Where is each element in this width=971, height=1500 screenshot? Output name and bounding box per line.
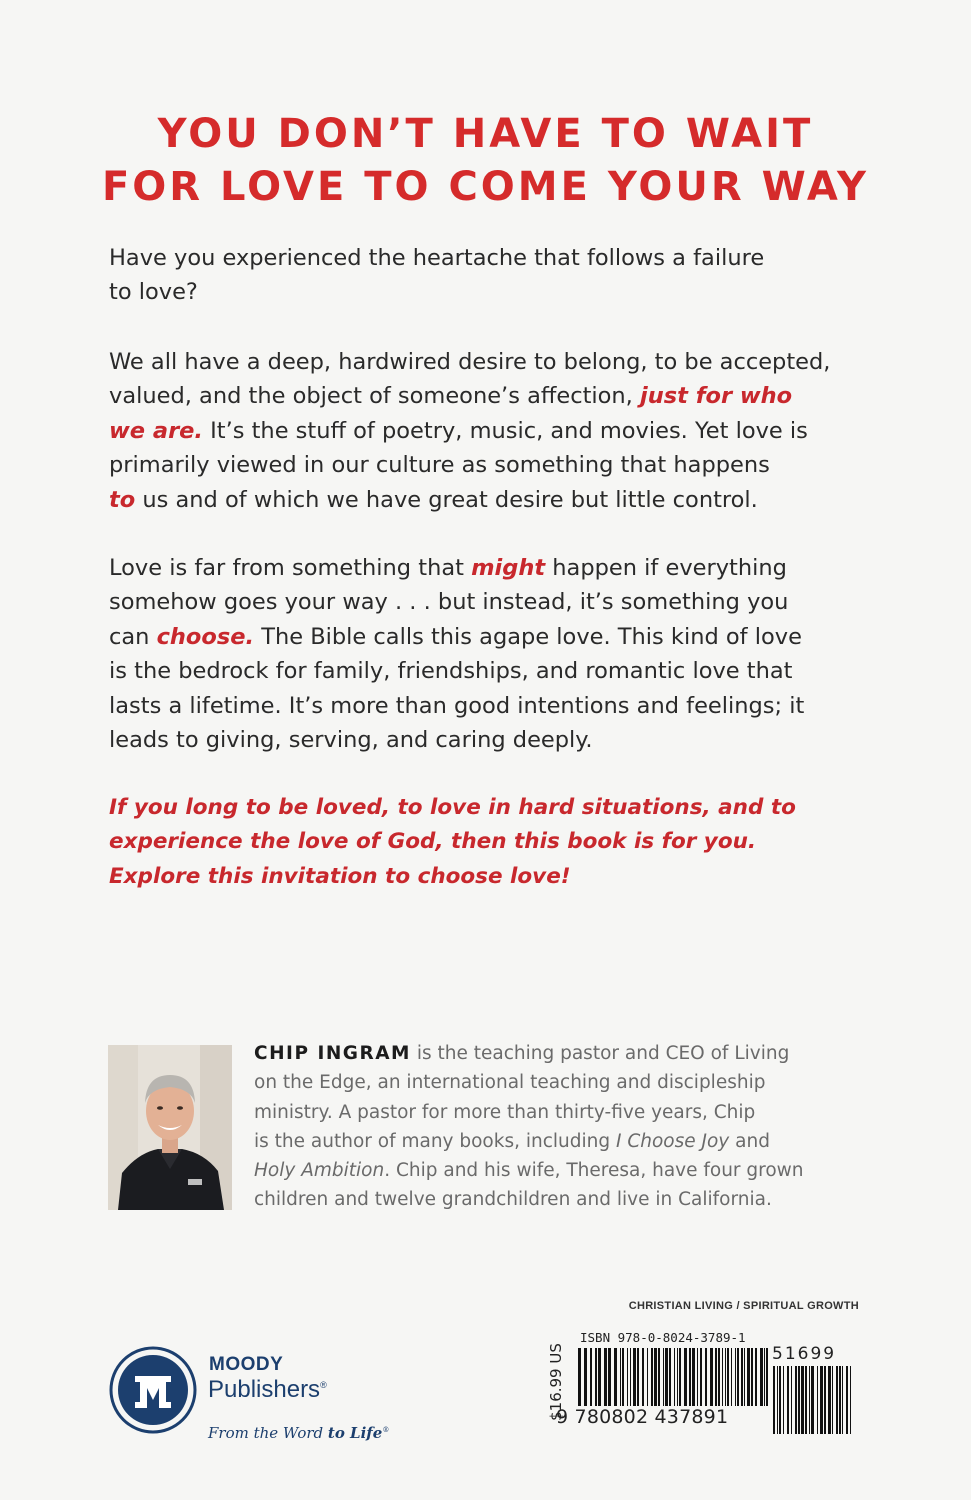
- barcode-bar: [674, 1348, 675, 1406]
- barcode-bar: [677, 1348, 678, 1406]
- barcode-bar: [697, 1348, 698, 1406]
- paragraph-line: lasts a lifetime. It’s more than good intentions and feelings; it: [109, 692, 805, 719]
- paragraph-line: primarily viewed in our culture as something that happens: [109, 452, 770, 479]
- barcode-bar: [722, 1348, 723, 1406]
- barcode-bar: [608, 1348, 611, 1406]
- publisher-tagline: [208, 1424, 389, 1442]
- paragraph-line: Have you experienced the heartache that follows a failure: [109, 245, 765, 271]
- barcode-bar: [787, 1366, 789, 1434]
- paragraph-line: somehow goes your way . . . but instead, it’s something you: [109, 589, 789, 616]
- barcode-bar: [715, 1348, 717, 1406]
- text-span: us and of which we have great desire but little control.: [135, 486, 758, 513]
- barcode-bar: [809, 1366, 810, 1434]
- barcode-bar: [828, 1366, 831, 1434]
- emphasis-text: might: [471, 555, 546, 581]
- barcode-bar: [727, 1348, 729, 1406]
- barcode-bar: [811, 1366, 814, 1434]
- emphasis-text: to: [109, 486, 136, 513]
- paragraph-line: [109, 414, 869, 448]
- barcode-bar: [651, 1348, 653, 1406]
- text-span: It’s the stuff of poetry, music, and movies. Yet love is: [202, 417, 808, 444]
- text-span: From the Word: [208, 1424, 328, 1442]
- paragraph-line: [109, 379, 869, 413]
- headline: [0, 108, 971, 214]
- barcode-bar: [747, 1348, 750, 1406]
- barcode-bar: [805, 1366, 807, 1434]
- text-span: is the author of many books, including: [254, 1130, 616, 1152]
- text-span: The Bible calls this agape love. This kind of love: [254, 623, 802, 650]
- barcode-bar: [578, 1348, 581, 1406]
- author-photo: [108, 1045, 232, 1210]
- author-name: CHIP INGRAM: [254, 1043, 411, 1064]
- barcode-bar: [735, 1348, 736, 1406]
- text-span: and: [729, 1130, 770, 1152]
- emphasis-text: just for who: [639, 383, 793, 410]
- headline-line-2: FOR LOVE TO COME YOUR WAY: [101, 164, 870, 210]
- paragraph-line: [109, 551, 869, 585]
- paragraph-line: [109, 483, 869, 517]
- emphasis-text: we are.: [109, 417, 203, 444]
- paragraph-line: We all have a deep, hardwired desire to belong, to be accepted,: [109, 349, 831, 375]
- barcode-bar: [755, 1348, 757, 1406]
- barcode-bar: [654, 1348, 657, 1406]
- barcode-block: [540, 1330, 860, 1440]
- barcode-bar: [737, 1348, 739, 1406]
- text-span: to Life: [327, 1424, 383, 1442]
- barcode-bar: [614, 1348, 617, 1406]
- text-span: Love is far from something that: [109, 555, 472, 581]
- price-addon-barcode: [772, 1366, 856, 1436]
- registered-mark: ®: [382, 1426, 390, 1434]
- barcode-bar: [689, 1348, 691, 1406]
- barcode-bar: [604, 1348, 607, 1406]
- barcode-bar: [820, 1366, 823, 1434]
- barcode-bar: [633, 1348, 636, 1406]
- moody-emblem-icon: [109, 1346, 199, 1436]
- barcode-bar: [791, 1366, 792, 1434]
- bio-line: ministry. A pastor for more than thirty-five years, Chip: [254, 1101, 756, 1123]
- paragraph-2: [109, 345, 869, 517]
- barcode-bar: [842, 1366, 843, 1434]
- barcode-bar: [817, 1366, 818, 1434]
- barcode-bar: [705, 1348, 707, 1406]
- barcode-bar: [658, 1348, 660, 1406]
- barcode-bar: [620, 1348, 621, 1406]
- paragraph-line: [109, 620, 869, 654]
- barcode-bar: [647, 1348, 648, 1406]
- barcode-bar: [850, 1366, 851, 1434]
- text-span: Publishers: [208, 1376, 321, 1403]
- barcode-bar: [700, 1348, 702, 1406]
- barcode-bar: [710, 1348, 713, 1406]
- book-category: CHRISTIAN LIVING / SPIRITUAL GROWTH: [628, 1300, 859, 1312]
- barcode-bar: [760, 1348, 763, 1406]
- bio-line: [254, 1127, 874, 1156]
- text-span: happen if everything: [545, 555, 787, 581]
- book-title: Holy Ambition: [254, 1160, 385, 1182]
- registered-mark: ®: [320, 1380, 327, 1390]
- barcode-bar: [744, 1348, 745, 1406]
- barcode-bar: [779, 1366, 781, 1434]
- barcode-bar: [590, 1348, 592, 1406]
- text-span: is the teaching pastor and CEO of Living: [410, 1043, 790, 1064]
- barcode-bar: [595, 1348, 597, 1406]
- barcode-bar: [836, 1366, 838, 1434]
- barcode-bar: [846, 1366, 848, 1434]
- publisher-name-line-1: MOODY: [209, 1354, 284, 1375]
- barcode-bar: [679, 1348, 681, 1406]
- barcode-bar: [637, 1348, 639, 1406]
- bio-line: on the Edge, an international teaching and discipleship: [254, 1072, 766, 1094]
- barcode-bar: [801, 1366, 804, 1434]
- callout-line: If you long to be loved, to love in hard situations, and to: [109, 795, 796, 820]
- paragraph-line: is the bedrock for family, friendships, and romantic love that: [109, 658, 793, 685]
- addon-digits: 51699: [772, 1344, 837, 1364]
- callout-line: Explore this invitation to choose love!: [109, 863, 571, 889]
- author-bio: [254, 1039, 874, 1215]
- barcode-bar: [598, 1348, 601, 1406]
- author-portrait-illustration: [108, 1045, 232, 1210]
- paragraph-1: [109, 241, 869, 310]
- bio-line: [254, 1039, 874, 1068]
- barcode-bar: [832, 1366, 833, 1434]
- barcode-bar: [622, 1348, 624, 1406]
- closing-callout: [109, 791, 869, 894]
- barcode-bar: [692, 1348, 695, 1406]
- barcode-bar: [669, 1348, 671, 1406]
- barcode-bar: [798, 1366, 800, 1434]
- barcode-bar: [824, 1366, 826, 1434]
- ean-barcode: [576, 1348, 776, 1408]
- paragraph-line: leads to giving, serving, and caring deeply.: [109, 727, 593, 754]
- barcode-bar: [764, 1348, 765, 1406]
- barcode-bar: [766, 1348, 768, 1406]
- barcode-bar: [663, 1348, 664, 1406]
- barcode-bar: [783, 1366, 784, 1434]
- barcode-bar: [642, 1348, 644, 1406]
- bio-line: [254, 1156, 874, 1185]
- barcode-bar: [684, 1348, 687, 1406]
- barcode-bar: [627, 1348, 628, 1406]
- ean-digits: 9 780802 437891: [556, 1406, 729, 1428]
- publisher-logo: [109, 1346, 409, 1456]
- paragraph-line: to love?: [109, 279, 198, 306]
- barcode-bar: [584, 1348, 587, 1406]
- text-span: . Chip and his wife, Theresa, have four grown: [384, 1160, 804, 1182]
- barcode-bar: [731, 1348, 732, 1406]
- barcode-bar: [741, 1348, 743, 1406]
- barcode-bar: [665, 1348, 668, 1406]
- barcode-bar: [718, 1348, 720, 1406]
- text-span: valued, and the object of someone’s affection,: [109, 383, 640, 410]
- barcode-bar: [751, 1348, 753, 1406]
- isbn-number: ISBN 978-0-8024-3789-1: [580, 1330, 746, 1345]
- barcode-bar: [773, 1366, 775, 1434]
- book-title: I Choose Joy: [616, 1130, 730, 1152]
- barcode-bar: [725, 1348, 726, 1406]
- callout-line: experience the love of God, then this book is for you.: [109, 829, 757, 855]
- barcode-bar: [795, 1366, 797, 1434]
- bio-line: children and twelve grandchildren and live in California.: [254, 1189, 772, 1211]
- price-text: $16.99 US: [547, 1343, 565, 1421]
- barcode-bar: [630, 1348, 631, 1406]
- emphasis-text: choose.: [156, 623, 255, 650]
- paragraph-3: [109, 551, 869, 757]
- barcode-bar: [777, 1366, 778, 1434]
- barcode-bar: [839, 1366, 841, 1434]
- text-span: can: [109, 623, 157, 650]
- headline-line-1: YOU DON’T HAVE TO WAIT: [157, 111, 814, 157]
- publisher-name-line-2: [208, 1376, 327, 1404]
